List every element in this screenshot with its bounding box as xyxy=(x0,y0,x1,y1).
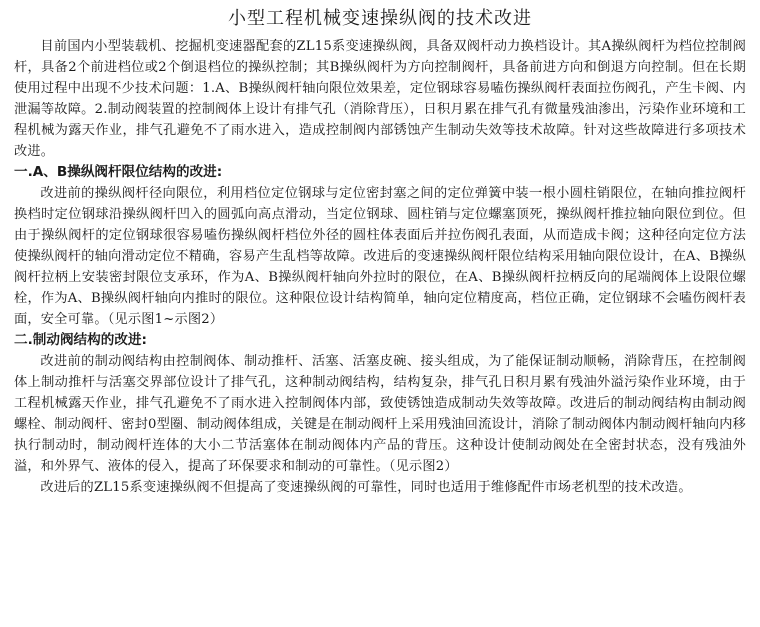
section-1-heading: 一.A、B操纵阀杆限位结构的改进: xyxy=(14,164,223,180)
section-2-paragraph: 改进前的制动阀结构由控制阀体、制动推杆、活塞、活塞皮碗、接头组成，为了能保证制动顺畅，消除背压，在控制阀体上制动推杆与活塞交界部位设计了排气孔，这种制动阀结构，结构复杂，排气孔日积月累有残油外溢污染作业环境，由于工程机械露天作业，排气孔避免不了雨水进入控制阀体内部，致使锈蚀造成制动失效等故障。改进后的制动阀结构由制动阀螺栓、制动阀杆、密封0型圈、制动阀体组成，关键是在制动阀杆上采用残油回流设计，消除了制动阀体内制动阀杆轴向内移执行制动时，制动阀杆连体的大小二节活塞体在制动阀体内产品的背压。这种设计使制动阀处在全密封状态，没有残油外溢，和外界气、液体的侵入，提高了环保要求和制动的可靠性。（见示图2） xyxy=(14,354,746,474)
section-1-paragraph: 改进前的操纵阀杆径向限位，利用档位定位钢球与定位密封塞之间的定位弹簧中装一根小圆柱销限位，在轴向推拉阀杆换档时定位钢球沿操纵阀杆凹入的圆弧向高点滑动，当定位钢球、圆柱销与定位螺塞顶死，操纵阀杆推拉轴向限位到位。但由于操纵阀杆的定位钢球很容易嗑伤操纵阀杆档位外径的圆柱体表面后并拉伤阀孔表面，从而造成卡阀；这种径向定位方法使操纵阀杆的轴向滑动定位不精确，容易产生乱档等故障。改进后的变速操纵阀杆限位结构采用轴向限位设计，在A、B操纵阀杆拉柄上安装密封限位支承环，作为A、B操纵阀杆轴向外拉时的限位，在A、B操纵阀杆拉柄反向的尾端阀体上设限位螺栓，作为A、B操纵阀杆轴向内推时的限位。这种限位设计结构简单，轴向定位精度高，档位正确，定位钢球不会嗑伤阀杆表面，安全可靠。（见示图1~示图2） xyxy=(14,186,746,327)
document-title: 小型工程机械变速操纵阀的技术改进 xyxy=(228,8,532,29)
intro-paragraph: 目前国内小型装载机、挖掘机变速器配套的ZL15系变速操纵阀，具备双阀杆动力换档设计。其A操纵阀杆为档位控制阀杆，具备2个前进档位或2个倒退档位的操纵控制；其B操纵阀杆为方向控制阀杆，具备前进方向和倒退方向控制。但在长期使用过程中出现不少技术问题：1.A、B操纵阀杆轴向限位效果差，定位钢球容易嗑伤操纵阀杆表面拉伤阀孔，产生卡阀、内泄漏等故障。2.制动阀装置的控制阀体上设计有排气孔（消除背压），日积月累在排气孔有微量残油渗出，污染作业环境和工程机械为露天作业，排气孔避免不了雨水进入，造成控制阀内部锈蚀产生制动失效等技术故障。针对这些故障进行多项技术改进。 xyxy=(14,39,746,159)
conclusion-paragraph: 改进后的ZL15系变速操纵阀不但提高了变速操纵阀的可靠性，同时也适用于维修配件市场老机型的技术改造。 xyxy=(40,480,692,495)
section-2-heading: 二.制动阀结构的改进: xyxy=(14,332,147,348)
